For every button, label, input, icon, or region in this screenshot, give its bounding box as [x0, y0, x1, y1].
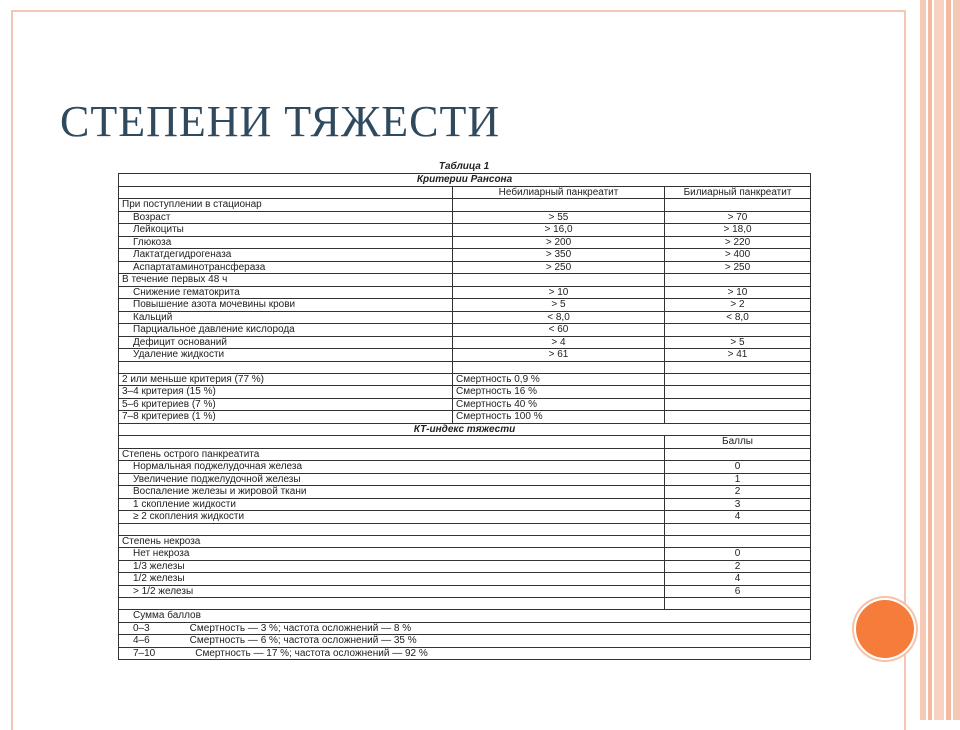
table-cell [665, 324, 811, 337]
decorative-stripes [920, 0, 960, 720]
table-cell [665, 535, 811, 548]
table-row [119, 324, 811, 337]
table-cell: 7–8 критериев (1 %) [119, 411, 453, 424]
table-cell: Нормальная поджелудочная железа [119, 461, 665, 474]
table-cell: Критерии Рансона [119, 174, 811, 187]
table-cell [665, 386, 811, 399]
table-cell: 5–6 критериев (7 %) [119, 398, 453, 411]
table-cell [665, 448, 811, 461]
table-row [119, 573, 811, 586]
table-row [119, 286, 811, 299]
blank-row [119, 523, 811, 535]
ranson-header [119, 174, 811, 187]
table-cell [665, 199, 811, 212]
table-row [119, 349, 811, 362]
table-cell: Степень некроза [119, 535, 665, 548]
sum-row [119, 635, 811, 648]
table-cell: > 5 [453, 299, 665, 312]
mortality-row [119, 373, 811, 386]
table-cell: При поступлении в стационар [119, 199, 453, 212]
table-cell: Возраст [119, 211, 453, 224]
table-row [119, 486, 811, 499]
table-row [119, 211, 811, 224]
table-cell: 1 [665, 473, 811, 486]
table-cell: 1/2 железы [119, 573, 665, 586]
table-row [119, 336, 811, 349]
table-row [119, 224, 811, 237]
table-cell: Лейкоциты [119, 224, 453, 237]
table-cell: > 16,0 [453, 224, 665, 237]
table-row [119, 299, 811, 312]
table-cell: > 10 [665, 286, 811, 299]
table-cell: 2 [665, 486, 811, 499]
table-cell: Смертность 40 % [453, 398, 665, 411]
section-label [119, 274, 811, 287]
table-cell: > 350 [453, 249, 665, 262]
table-row [119, 560, 811, 573]
table-cell: КТ-индекс тяжести [119, 423, 811, 436]
table-cell [665, 398, 811, 411]
table-cell: > 4 [453, 336, 665, 349]
table-cell: < 8,0 [453, 311, 665, 324]
table-cell: 4 [665, 573, 811, 586]
slide-title: СТЕПЕНИ ТЯЖЕСТИ [60, 97, 501, 146]
table-cell: < 8,0 [665, 311, 811, 324]
table-row [119, 511, 811, 524]
mortality-row [119, 398, 811, 411]
table-row [119, 498, 811, 511]
table-cell: Баллы [665, 436, 811, 449]
table-row [119, 473, 811, 486]
sum-row [119, 647, 811, 660]
table-cell: 1/3 железы [119, 560, 665, 573]
criteria-table [118, 173, 811, 660]
table-cell: 2 [665, 560, 811, 573]
table-cell: > 250 [453, 261, 665, 274]
table-cell: Смертность 0,9 % [453, 373, 665, 386]
table-cell [665, 361, 811, 373]
table-row [119, 548, 811, 561]
table-row [119, 461, 811, 474]
table-cell: 4 [665, 511, 811, 524]
table-cell [119, 186, 453, 199]
table-cell: ≥ 2 скопления жидкости [119, 511, 665, 524]
mortality-row [119, 386, 811, 399]
table-cell: > 5 [665, 336, 811, 349]
table-cell: Сумма баллов [119, 610, 811, 623]
table-row [119, 311, 811, 324]
table-cell: > 250 [665, 261, 811, 274]
table-cell: Кальций [119, 311, 453, 324]
table-cell: Смертность 16 % [453, 386, 665, 399]
table-cell: Увеличение поджелудочной железы [119, 473, 665, 486]
ct-column-headers [119, 436, 811, 449]
table-cell: > 1/2 железы [119, 585, 665, 598]
table-cell: Воспаление железы и жировой ткани [119, 486, 665, 499]
section-label [119, 610, 811, 623]
table-cell: > 220 [665, 236, 811, 249]
table-row [119, 585, 811, 598]
table-cell: > 400 [665, 249, 811, 262]
table-cell: Парциальное давление кислорода [119, 324, 453, 337]
section-label [119, 535, 811, 548]
table-cell: Глюкоза [119, 236, 453, 249]
table-cell: Удаление жидкости [119, 349, 453, 362]
section-label [119, 199, 811, 212]
table-cell: Лактатдегидрогеназа [119, 249, 453, 262]
table-cell: Повышение азота мочевины крови [119, 299, 453, 312]
table-cell: > 18,0 [665, 224, 811, 237]
table-cell: 4–6 Смертность — 6 %; частота осложнений — 35 % [119, 635, 811, 648]
mortality-row [119, 411, 811, 424]
table-cell: > 55 [453, 211, 665, 224]
table-cell [453, 199, 665, 212]
table-cell: В течение первых 48 ч [119, 274, 453, 287]
table-cell: > 10 [453, 286, 665, 299]
table-cell [453, 274, 665, 287]
table-row [119, 249, 811, 262]
table-cell: Смертность 100 % [453, 411, 665, 424]
severity-table [118, 160, 810, 660]
table-cell: Билиарный панкреатит [665, 186, 811, 199]
ct-header [119, 423, 811, 436]
blank-row [119, 598, 811, 610]
table-cell: > 2 [665, 299, 811, 312]
table-cell: > 61 [453, 349, 665, 362]
table-cell [453, 361, 665, 373]
table-cell: 0 [665, 548, 811, 561]
table-cell: 0–3 Смертность — 3 %; частота осложнений — 8 % [119, 622, 811, 635]
table-cell: 0 [665, 461, 811, 474]
table-cell [119, 523, 665, 535]
table-cell [665, 373, 811, 386]
table-cell: 2 или меньше критерия (77 %) [119, 373, 453, 386]
table-cell: > 41 [665, 349, 811, 362]
table-cell: 3 [665, 498, 811, 511]
table-cell: 1 скопление жидкости [119, 498, 665, 511]
table-cell: > 200 [453, 236, 665, 249]
table-cell: 3–4 критерия (15 %) [119, 386, 453, 399]
accent-circle [856, 600, 914, 658]
table-cell: Снижение гематокрита [119, 286, 453, 299]
table-cell [119, 598, 665, 610]
section-label [119, 448, 811, 461]
ranson-column-headers [119, 186, 811, 199]
table-cell: Дефицит оснований [119, 336, 453, 349]
table-cell [665, 274, 811, 287]
table-cell: Небилиарный панкреатит [453, 186, 665, 199]
table-cell: 6 [665, 585, 811, 598]
table-cell [665, 598, 811, 610]
table-cell: Степень острого панкреатита [119, 448, 665, 461]
blank-row [119, 361, 811, 373]
table-row [119, 236, 811, 249]
sum-row [119, 622, 811, 635]
table-cell: 7–10 Смертность — 17 %; частота осложнений — 92 % [119, 647, 811, 660]
table-cell [665, 411, 811, 424]
table-row [119, 261, 811, 274]
table-cell [119, 361, 453, 373]
table-cell [119, 436, 665, 449]
table-cell: Нет некроза [119, 548, 665, 561]
table-caption: Таблица 1 [438, 161, 490, 172]
table-cell: Аспартатаминотрансфераза [119, 261, 453, 274]
table-cell: > 70 [665, 211, 811, 224]
table-cell [665, 523, 811, 535]
table-cell: < 60 [453, 324, 665, 337]
